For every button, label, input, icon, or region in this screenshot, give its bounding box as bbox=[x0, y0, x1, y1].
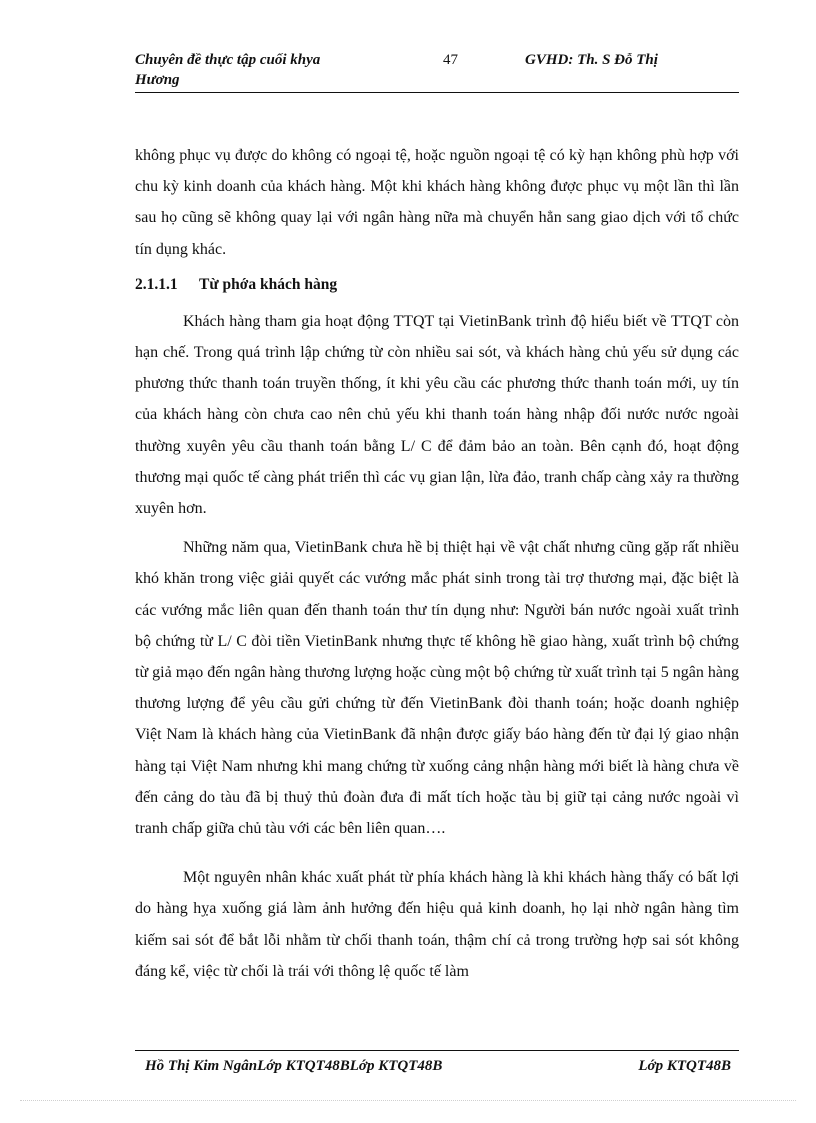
section-title: Từ phớa khách hàng bbox=[199, 275, 338, 293]
header-title-line2: Hương bbox=[135, 72, 180, 88]
paragraph-3: Những năm qua, VietinBank chưa hề bị thiệt hại về vật chất nhưng cũng gặp rất nhiều khó khăn trong việc giải quyết các vướng mắc phát sinh trong tài trợ thương mại, đặc biệt là các vướng mắc liên quan đến thanh toán thư tín dụng như: Người bán nước ngoài xuất trình bộ chứng từ L/ C đòi tiền VietinBank nhưng thực tế không hề giao hàng, xuất trình bộ chứng từ giả mạo đến ngân hàng thương lượng hoặc cùng một bộ chứng từ xuất trình tại 5 ngân hàng thương lượng để yêu cầu gửi chứng từ đến VietinBank đòi thanh toán; hoặc doanh nghiệp Việt Nam là khách hàng của VietinBank đã nhận được giấy báo hàng đến từ đại lý giao nhận hàng tại Việt Nam nhưng khi mang chứng từ xuống cảng nhận hàng mới biết là hàng chưa về đến cảng do tàu đã bị thuỷ thủ đoàn đưa đi mất tích hoặc tàu bị giữ tại cảng nước ngoài vì tranh chấp giữa chủ tàu với các bên liên quan…. bbox=[135, 539, 739, 838]
paragraph-2: Khách hàng tham gia hoạt động TTQT tại VietinBank trình độ hiểu biết về TTQT còn hạn chế. Trong quá trình lập chứng từ còn nhiều sai sót, và khách hàng chủ yếu sử dụng các phương thức thanh toán truyền thống, ít khi yêu cầu các phương thức thanh toán mới, uy tín của khách hàng còn chưa cao nên chủ yếu khi thanh toán hàng nhập đối nước nước ngoài thường xuyên yêu cầu thanh toán bằng L/ C để đảm bảo an toàn. Bên cạnh đó, hoạt động thương mại quốc tế càng phát triển thì các vụ gian lận, lừa đảo, tranh chấp càng xảy ra thường xuyên hơn. bbox=[135, 312, 739, 518]
paragraph-1: không phục vụ được do không có ngoại tệ, hoặc nguồn ngoại tệ có kỳ hạn không phù hợp với chu kỳ kinh doanh của khách hàng. Một khi khách hàng không được phục vụ một lần thì lần sau họ cũng sẽ không quay lại với ngân hàng nữa mà chuyển hẳn sang giao dịch với tổ chức tín dụng khác. bbox=[135, 147, 739, 258]
section-heading bbox=[135, 269, 739, 300]
document-body bbox=[135, 140, 739, 987]
section-number: 2.1.1.1 bbox=[135, 275, 178, 293]
header-title-line1: Chuyên đề thực tập cuối khya bbox=[135, 52, 321, 68]
page-footer bbox=[135, 1050, 739, 1079]
paragraph-4: Một nguyên nhân khác xuất phát từ phía khách hàng là khi khách hàng thấy có bất lợi do hàng hỵa xuống giá làm ảnh hưởng đến hiệu quả kinh doanh, họ lại nhờ ngân hàng tìm kiếm sai sót để bắt lỗi nhằm từ chối thanh toán, thậm chí cả trong trường hợp sai sót không đáng kể, việc từ chối là trái với thông lệ quốc tế làm bbox=[135, 869, 739, 980]
header-left bbox=[135, 50, 375, 90]
page-number: 47 bbox=[443, 52, 458, 68]
footer-class: Lớp KTQT48B bbox=[638, 1058, 731, 1074]
page-bottom-divider bbox=[20, 1100, 796, 1101]
footer-author: Hồ Thị Kim NgânLớp KTQT48BLớp KTQT48B bbox=[145, 1058, 443, 1074]
header-advisor: GVHD: Th. S Đỗ Thị bbox=[525, 52, 658, 68]
page-header bbox=[135, 48, 739, 93]
